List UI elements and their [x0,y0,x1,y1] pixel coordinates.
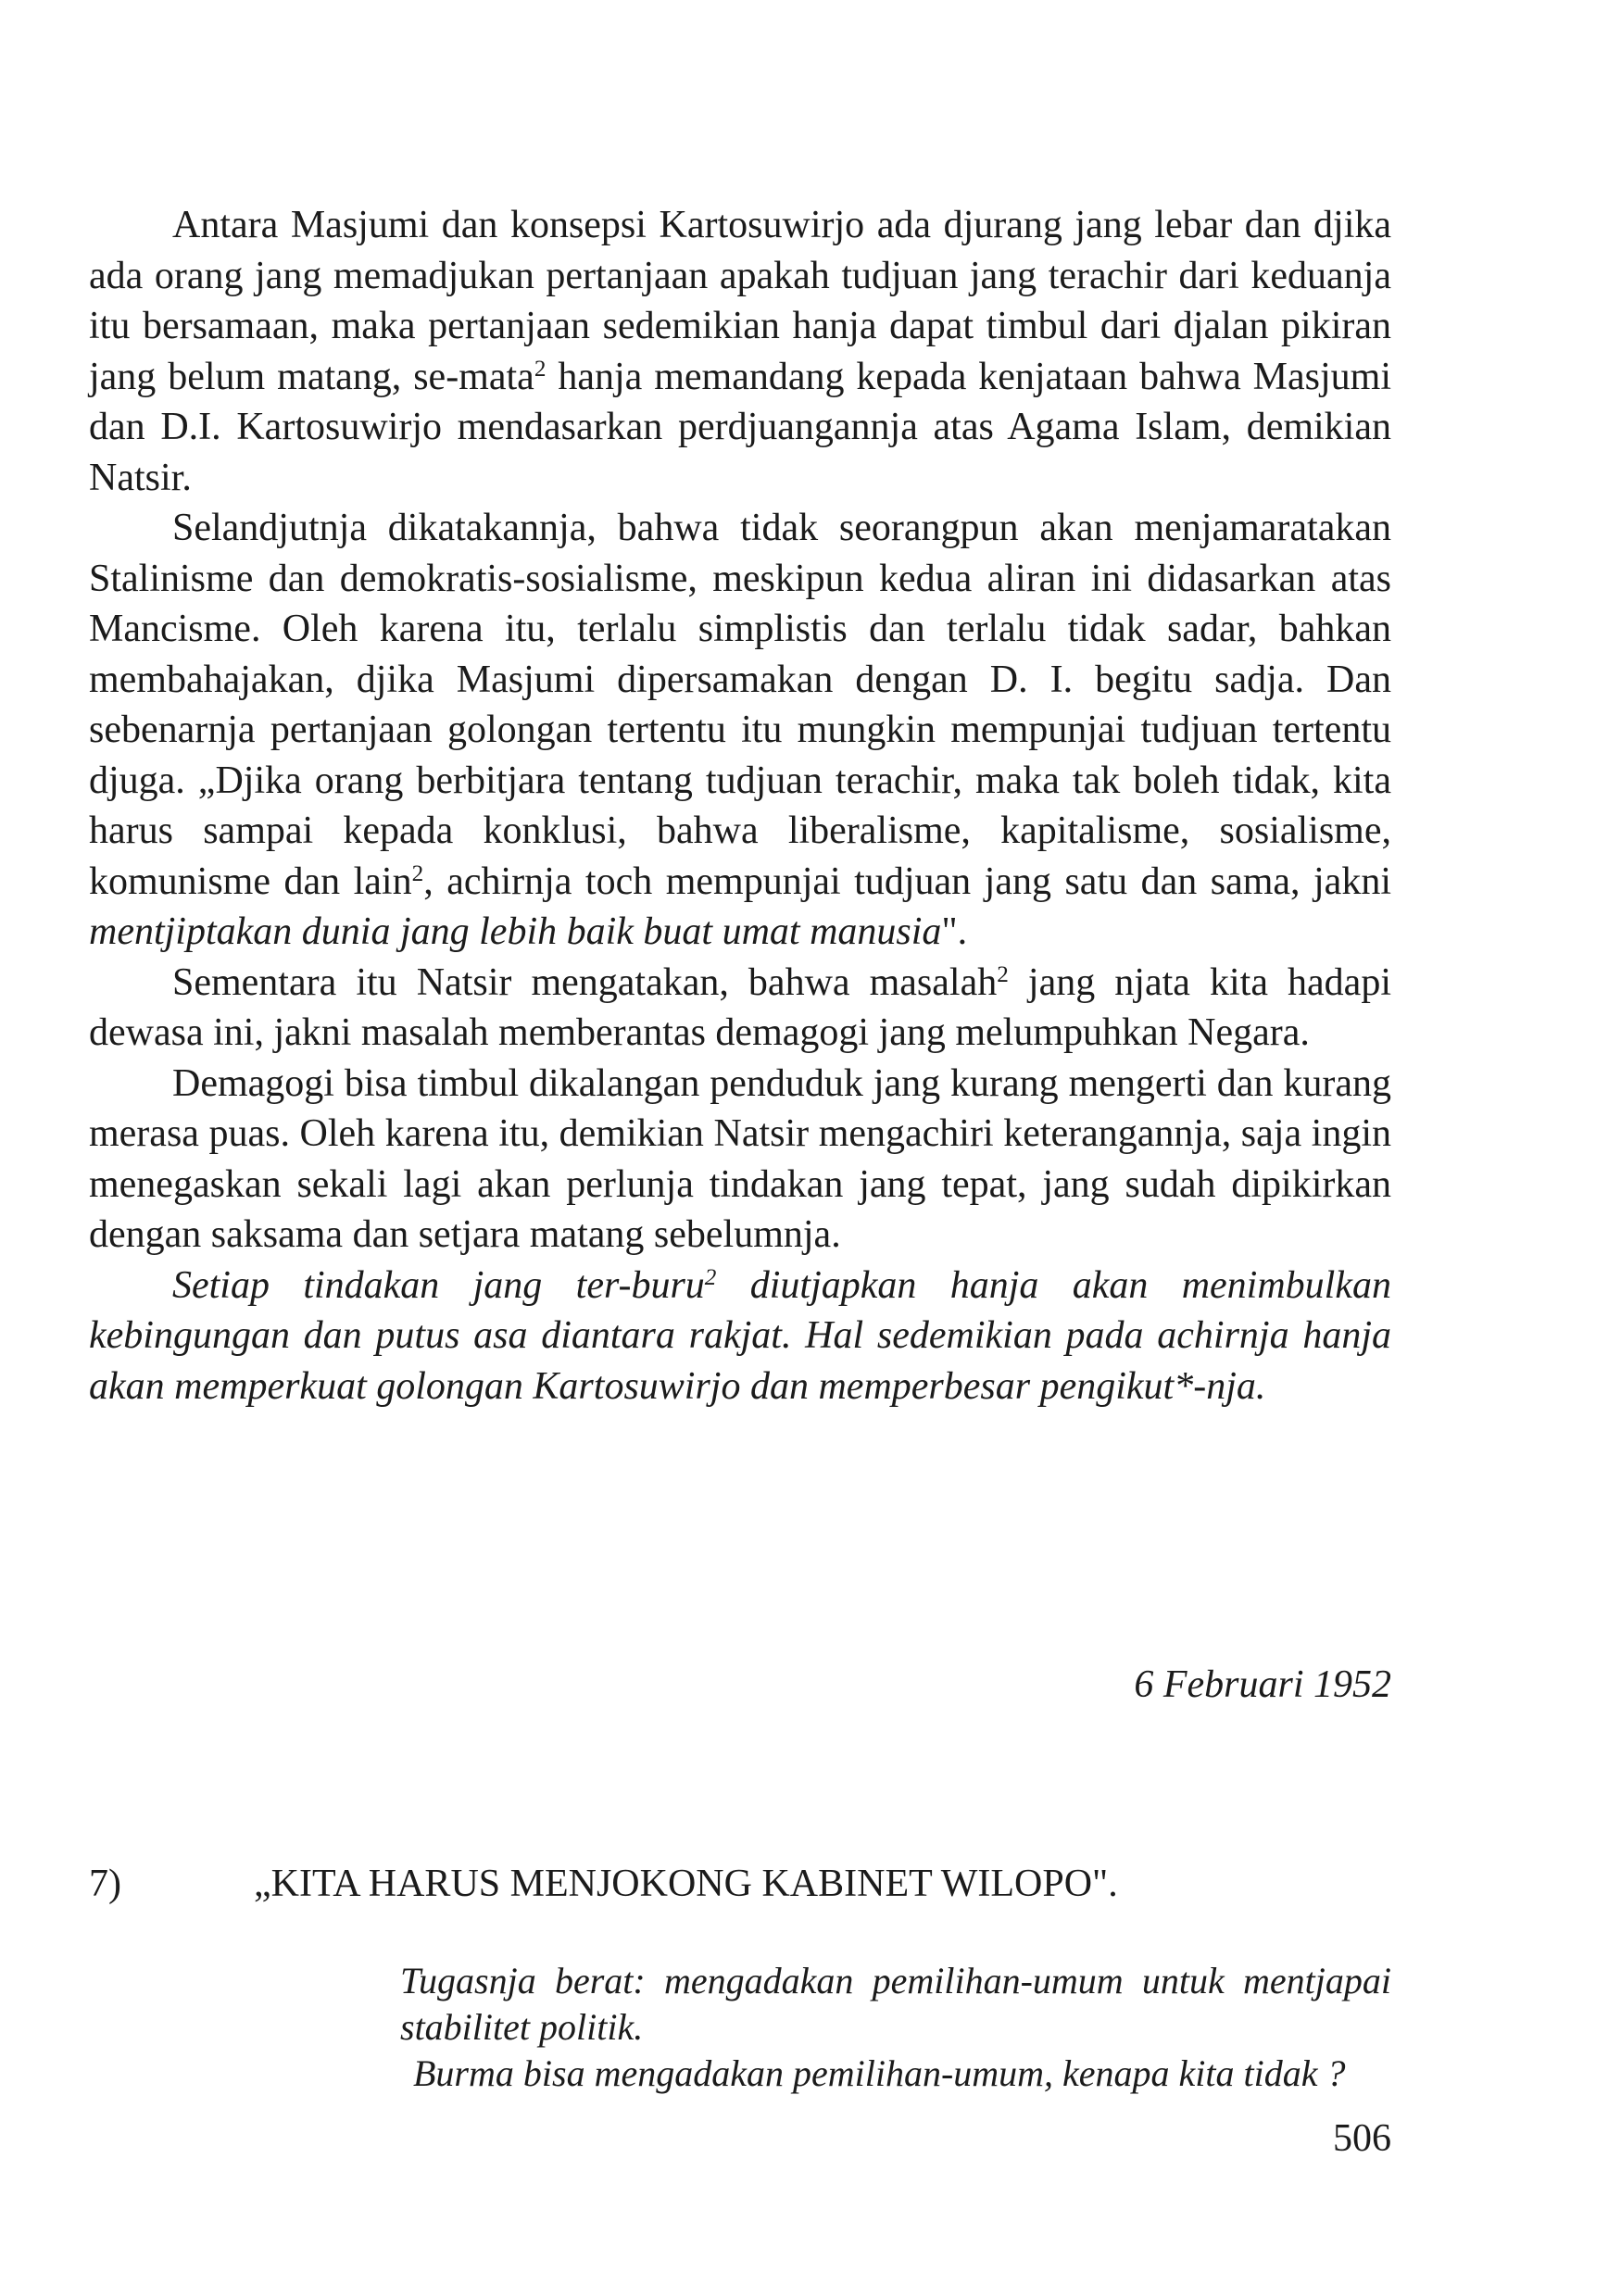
page-number: 506 [1333,2117,1391,2160]
section-subtitle [400,1958,1391,2097]
article-date: 6 Februari 1952 [1134,1663,1391,1706]
paragraph-4: Demagogi bisa timbul dikalangan penduduk jang kurang mengerti dan kurang merasa puas. Oleh karena itu, demikian Natsir mengachiri keterangannja, saja ingin menegaskan sekali lagi akan perlunja tindakan jang tepat, jang sudah dipikirkan dengan saksama dan setjara matang sebelumnja. [89,1061,1391,1256]
body-text [89,200,1391,1411]
superscript-two: 2 [704,1264,717,1290]
paragraph-2-closing-quote: ". [941,910,968,953]
paragraph-2-italic-phrase: mentjiptakan dunia jang lebih baik buat umat manusia [89,910,942,953]
paragraph-2 [89,503,1391,958]
superscript-two: 2 [997,961,1009,987]
section-number: 7) [89,1863,121,1905]
subtitle-line-1: Tugasnja berat: mengadakan pemilihan-umum untuk mentjapai stabilitet politik. [400,1960,1391,2048]
superscript-two: 2 [411,860,424,886]
paragraph-5-italic: Setiap tindakan jang ter-buru$^2$ diutjapkan hanja akan menimbulkan kebingungan dan putus asa diantara rakjat. Hal sedemikian pada achirnja hanja akan memperkuat golongan Kartosuwirjo dan memperbesar pengikut*-nja. [89,1263,1391,1408]
superscript-two: 2 [534,356,547,382]
paragraph-3: Sementara itu Natsir mengatakan, bahwa masalah$^2$ jang njata kita hadapi dewasa ini, jakni masalah memberantas demagogi jang melumpuhkan Negara. [89,960,1391,1054]
paragraph-1: Antara Masjumi dan konsepsi Kartosuwirjo ada djurang jang lebar dan djika ada orang jang memadjukan pertanjaan apakah tudjuan jang terachir dari keduanja itu bersamaan, maka pertanjaan sedemikian hanja dapat timbul dari djalan pikiran jang belum matang, se-mata$^2$ hanja memandang kepada kenjataan bahwa Masjumi dan D.I. Kartosuwirjo mendasarkan perdjuangannja atas Agama Islam, demikian Natsir. [89,204,1391,499]
section-title: „KITA HARUS MENJOKONG KABINET WILOPO". [254,1863,1118,1905]
paragraph-2-text: Selandjutnja dikatakannja, bahwa tidak seorangpun akan menjamaratakan Stalinisme dan demokratis-sosialisme, meskipun kedua aliran ini didasarkan atas Mancisme. Oleh karena itu, terlalu simplistis dan terlalu tidak sadar, bahkan membahajakan, djika Masjumi dipersamakan dengan D. I. begitu sadja. Dan sebenarnja pertanjaan golongan tertentu itu mungkin mempunjai tudjuan tertentu djuga. „Djika orang berbitjara tentang tudjuan terachir, maka tak boleh tidak, kita harus sampai kepada konklusi, bahwa liberalisme, kapitalisme, sosialisme, komunisme dan lain$^2$, achirnja toch mempunjai tudjuan jang satu dan sama, jakni [89,507,1391,903]
subtitle-line-2: Burma bisa mengadakan pemilihan-umum, kenapa kita tidak ? [413,2052,1346,2094]
